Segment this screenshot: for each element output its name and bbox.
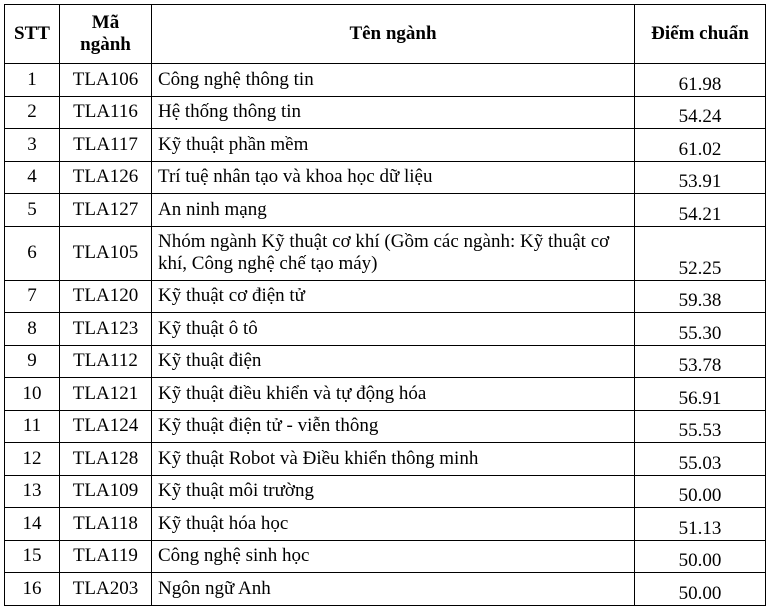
row-score: 55.03 [635, 443, 766, 476]
row-stt: 8 [5, 313, 60, 346]
row-code: TLA105 [60, 226, 152, 280]
row-stt: 1 [5, 64, 60, 97]
table-row [5, 194, 766, 227]
row-stt: 9 [5, 345, 60, 378]
row-code: TLA124 [60, 410, 152, 443]
row-name: Nhóm ngành Kỹ thuật cơ khí (Gồm các ngành: Kỹ thuật cơ khí, Công nghệ chế tạo máy) [152, 226, 635, 280]
row-code: TLA127 [60, 194, 152, 227]
row-name: Công nghệ sinh học [152, 540, 635, 573]
row-name: Kỹ thuật hóa học [152, 508, 635, 541]
row-name: Kỹ thuật điện [152, 345, 635, 378]
row-stt: 10 [5, 378, 60, 411]
row-score: 50.00 [635, 573, 766, 606]
row-code: TLA112 [60, 345, 152, 378]
table-body [5, 64, 766, 606]
row-code: TLA118 [60, 508, 152, 541]
row-name: Kỹ thuật phần mềm [152, 129, 635, 162]
row-stt: 12 [5, 443, 60, 476]
row-stt: 16 [5, 573, 60, 606]
row-code: TLA120 [60, 280, 152, 313]
row-score: 54.24 [635, 96, 766, 129]
row-name: Kỹ thuật Robot và Điều khiển thông minh [152, 443, 635, 476]
table-row [5, 378, 766, 411]
header-score: Điểm chuẩn [635, 5, 766, 64]
row-name: Kỹ thuật ô tô [152, 313, 635, 346]
row-score: 52.25 [635, 226, 766, 280]
row-score: 50.00 [635, 540, 766, 573]
row-name: Ngôn ngữ Anh [152, 573, 635, 606]
row-stt: 6 [5, 226, 60, 280]
table-row [5, 573, 766, 606]
row-stt: 15 [5, 540, 60, 573]
row-stt: 14 [5, 508, 60, 541]
row-name: An ninh mạng [152, 194, 635, 227]
row-code: TLA126 [60, 161, 152, 194]
table-row [5, 96, 766, 129]
table-row [5, 313, 766, 346]
header-code [60, 5, 152, 64]
row-score: 50.00 [635, 475, 766, 508]
row-code: TLA123 [60, 313, 152, 346]
row-stt: 2 [5, 96, 60, 129]
table-row [5, 345, 766, 378]
row-score: 51.13 [635, 508, 766, 541]
header-code-line1: Mã [91, 12, 120, 33]
row-score: 56.91 [635, 378, 766, 411]
row-code: TLA128 [60, 443, 152, 476]
row-stt: 3 [5, 129, 60, 162]
row-stt: 13 [5, 475, 60, 508]
table-row [5, 410, 766, 443]
row-name: Kỹ thuật điện tử - viễn thông [152, 410, 635, 443]
table-row [5, 540, 766, 573]
row-name: Trí tuệ nhân tạo và khoa học dữ liệu [152, 161, 635, 194]
row-name: Kỹ thuật cơ điện tử [152, 280, 635, 313]
header-stt: STT [5, 5, 60, 64]
row-code: TLA116 [60, 96, 152, 129]
table-row [5, 226, 766, 280]
admission-score-table [4, 4, 766, 606]
row-score: 54.21 [635, 194, 766, 227]
row-code: TLA119 [60, 540, 152, 573]
row-score: 53.91 [635, 161, 766, 194]
row-score: 53.78 [635, 345, 766, 378]
row-code: TLA109 [60, 475, 152, 508]
row-name: Công nghệ thông tin [152, 64, 635, 97]
table-header-row [5, 5, 766, 64]
table-row [5, 443, 766, 476]
row-code: TLA117 [60, 129, 152, 162]
row-stt: 4 [5, 161, 60, 194]
row-score: 59.38 [635, 280, 766, 313]
row-score: 61.02 [635, 129, 766, 162]
row-stt: 7 [5, 280, 60, 313]
row-name: Hệ thống thông tin [152, 96, 635, 129]
row-stt: 11 [5, 410, 60, 443]
header-name: Tên ngành [152, 5, 635, 64]
table-row [5, 129, 766, 162]
row-code: TLA121 [60, 378, 152, 411]
row-score: 55.53 [635, 410, 766, 443]
row-score: 61.98 [635, 64, 766, 97]
row-score: 55.30 [635, 313, 766, 346]
row-name: Kỹ thuật điều khiển và tự động hóa [152, 378, 635, 411]
table-row [5, 64, 766, 97]
table-row [5, 475, 766, 508]
row-code: TLA106 [60, 64, 152, 97]
table-row [5, 161, 766, 194]
row-name: Kỹ thuật môi trường [152, 475, 635, 508]
table-row [5, 508, 766, 541]
row-code: TLA203 [60, 573, 152, 606]
row-stt: 5 [5, 194, 60, 227]
table-row [5, 280, 766, 313]
header-code-line2: ngành [80, 34, 131, 55]
